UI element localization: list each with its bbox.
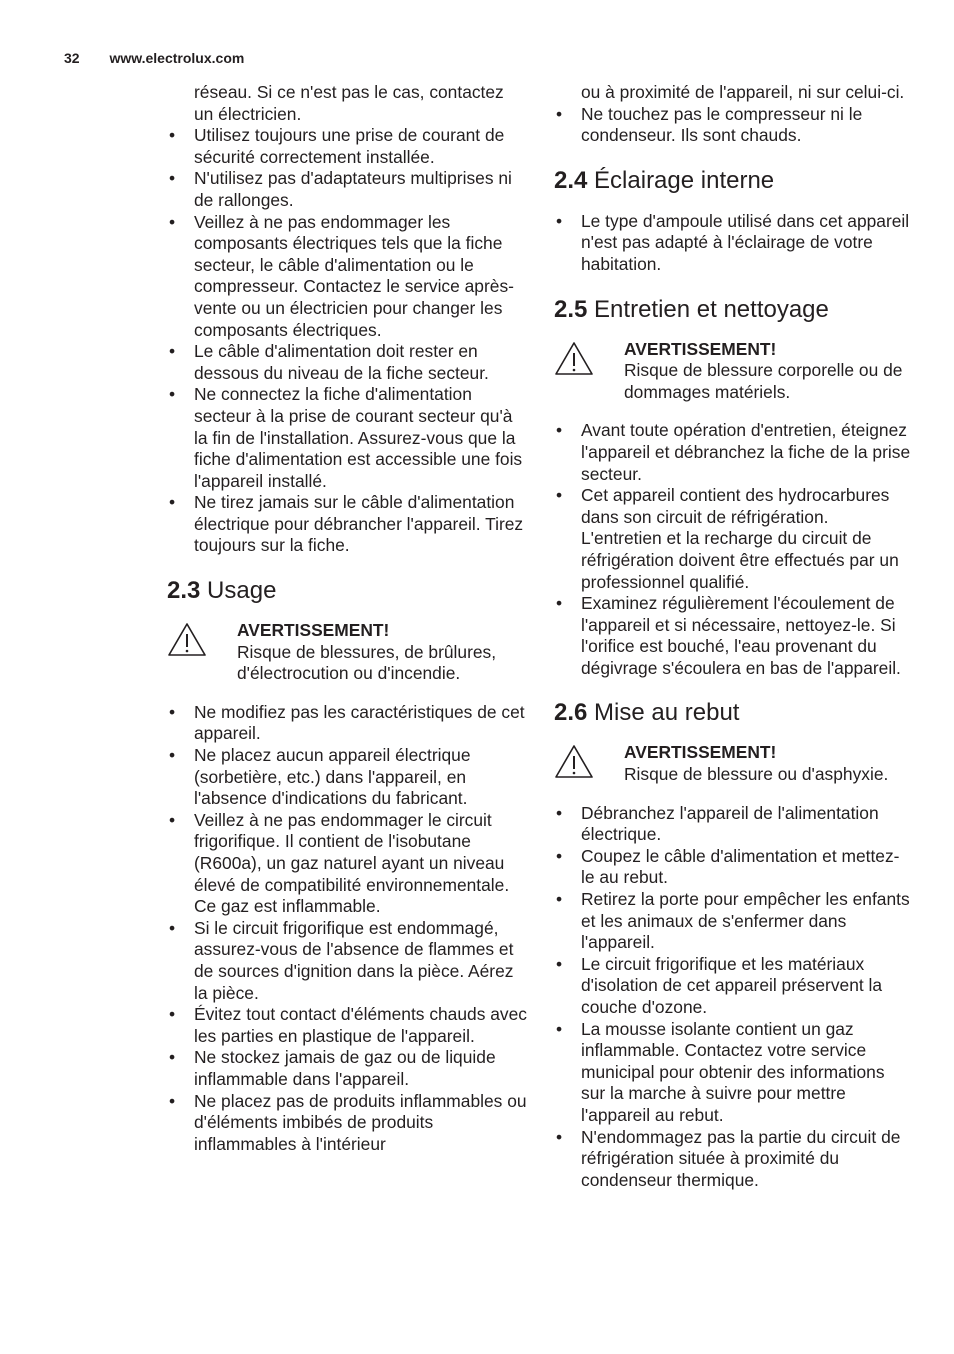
list-item: • Ne tirez jamais sur le câble d'alimentation électrique pour débrancher l'appareil. Tirez toujours sur la fiche. [169,492,524,556]
list-item: • N'utilisez pas d'adaptateurs multiprises ni de rallonges. [169,168,512,210]
list-item: • Le circuit frigorifique et les matériaux d'isolation de cet appareil préservent la couche d'ozone. [556,953,883,1017]
warning-triangle-icon [167,622,207,658]
list-item: • Veillez à ne pas endommager le circuit frigorifique. Il contient de l'isobutane (R600a), un gaz naturel ayant un niveau élevé de compatibilité environnementale. Ce gaz est inflammable. [169,809,510,917]
list-item: • Veillez à ne pas endommager les composants électriques tels que la fiche secteur, le câble d'alimentation ou le compresseur. Contactez le service après-vente ou un électricien pour changer les composants électriques. [169,211,514,340]
warning-text: Risque de blessures, de brûlures, d'électrocution ou d'incendie. [237,641,497,684]
page-header [64,50,244,66]
warning-text: Risque de blessure ou d'asphyxie. [624,764,889,785]
list-item: • Ne touchez pas le compresseur ni le condenseur. Ils sont chauds. [556,103,863,146]
warning-block [554,742,912,785]
warning-title: AVERTISSEMENT! [624,338,777,359]
bullet-list-installation [167,125,527,557]
list-item: • Débranchez l'appareil de l'alimentation électrique. [556,802,879,845]
section-heading-maintenance: 2.5 Entretien et nettoyage [554,295,829,323]
warning-triangle-icon [554,744,594,780]
bullet-list-usage [167,702,527,1155]
list-item: • Ne placez pas de produits inflammables ou d'éléments imbibés de produits inflammables à l'intérieur [169,1090,527,1154]
warning-block [167,620,527,685]
bullet-list-maintenance [554,420,912,679]
list-item: • Le câble d'alimentation doit rester en dessous du niveau de la fiche secteur. [169,341,489,383]
left-column [167,82,527,1155]
site-url: www.electrolux.com [109,50,245,66]
list-item: • Coupez le câble d'alimentation et mettez-le au rebut. [556,845,900,888]
list-item: • N'endommagez pas la partie du circuit de réfrigération située à proximité du condenseur thermique. [556,1126,901,1190]
section-heading-lighting: 2.4 Éclairage interne [554,166,775,194]
warning-title: AVERTISSEMENT! [237,620,390,641]
list-item: • Examinez régulièrement l'écoulement de l'appareil et si nécessaire, nettoyez-le. Si l'orifice est bouché, l'eau provenant du dégivrage s'écoulera en bas de l'appareil. [556,593,901,678]
list-item: • Ne stockez jamais de gaz ou de liquide inflammable dans l'appareil. [169,1047,496,1089]
list-item: • Ne placez aucun appareil électrique (sorbetière, etc.) dans l'appareil, en l'absence d'indications du fabricant. [169,745,471,809]
warning-text: Risque de blessure corporelle ou de dommages matériels. [624,360,903,402]
list-item: • Le type d'ampoule utilisé dans cet appareil n'est pas adapté à l'éclairage de votre habitation. [556,210,910,274]
warning-title: AVERTISSEMENT! [624,742,777,763]
section-heading-disposal: 2.6 Mise au rebut [554,699,740,727]
list-item: • Utilisez toujours une prise de courant de sécurité correctement installée. [169,125,505,167]
right-column [554,82,912,1191]
list-item: • Évitez tout contact d'éléments chauds avec les parties en plastique de l'appareil. [169,1004,527,1046]
list-item: • Retirez la porte pour empêcher les enfants et les animaux de s'enfermer dans l'appareil. [556,889,910,953]
list-item: • Si le circuit frigorifique est endommagé, assurez-vous de l'absence de flammes et de sources d'ignition dans la pièce. Aérez la pièce. [169,917,514,1003]
list-item: • Avant toute opération d'entretien, éteignez l'appareil et débranchez la fiche de la prise secteur. [556,420,911,484]
list-item: • Ne modifiez pas les caractéristiques de cet appareil. [169,701,525,744]
bullet-list-continued [554,104,912,147]
continuation-text: ou à proximité de l'appareil, ni sur celui-ci. [581,82,905,102]
bullet-list-disposal [554,803,912,1192]
section-heading-usage: 2.3 Usage [167,577,277,605]
page-number: 32 [64,50,80,66]
continuation-text: réseau. Si ce n'est pas le cas, contactez un électricien. [194,82,504,124]
bullet-list-lighting [554,211,912,276]
list-item: • Ne connectez la fiche d'alimentation secteur à la prise de courant secteur qu'à la fin de l'installation. Assurez-vous que la fiche d'alimentation est accessible une fois l'appareil installé. [169,384,523,491]
list-item: • La mousse isolante contient un gaz inflammable. Contactez votre service municipal pour obtenir des informations sur la marche à suivre pour mettre l'appareil au rebut. [556,1018,885,1125]
warning-block [554,339,912,404]
list-item: • Cet appareil contient des hydrocarbures dans son circuit de réfrigération. L'entretien et la recharge du circuit de réfrigération doivent être effectués par un professionnel qualifié. [556,485,899,592]
warning-triangle-icon [554,341,594,377]
